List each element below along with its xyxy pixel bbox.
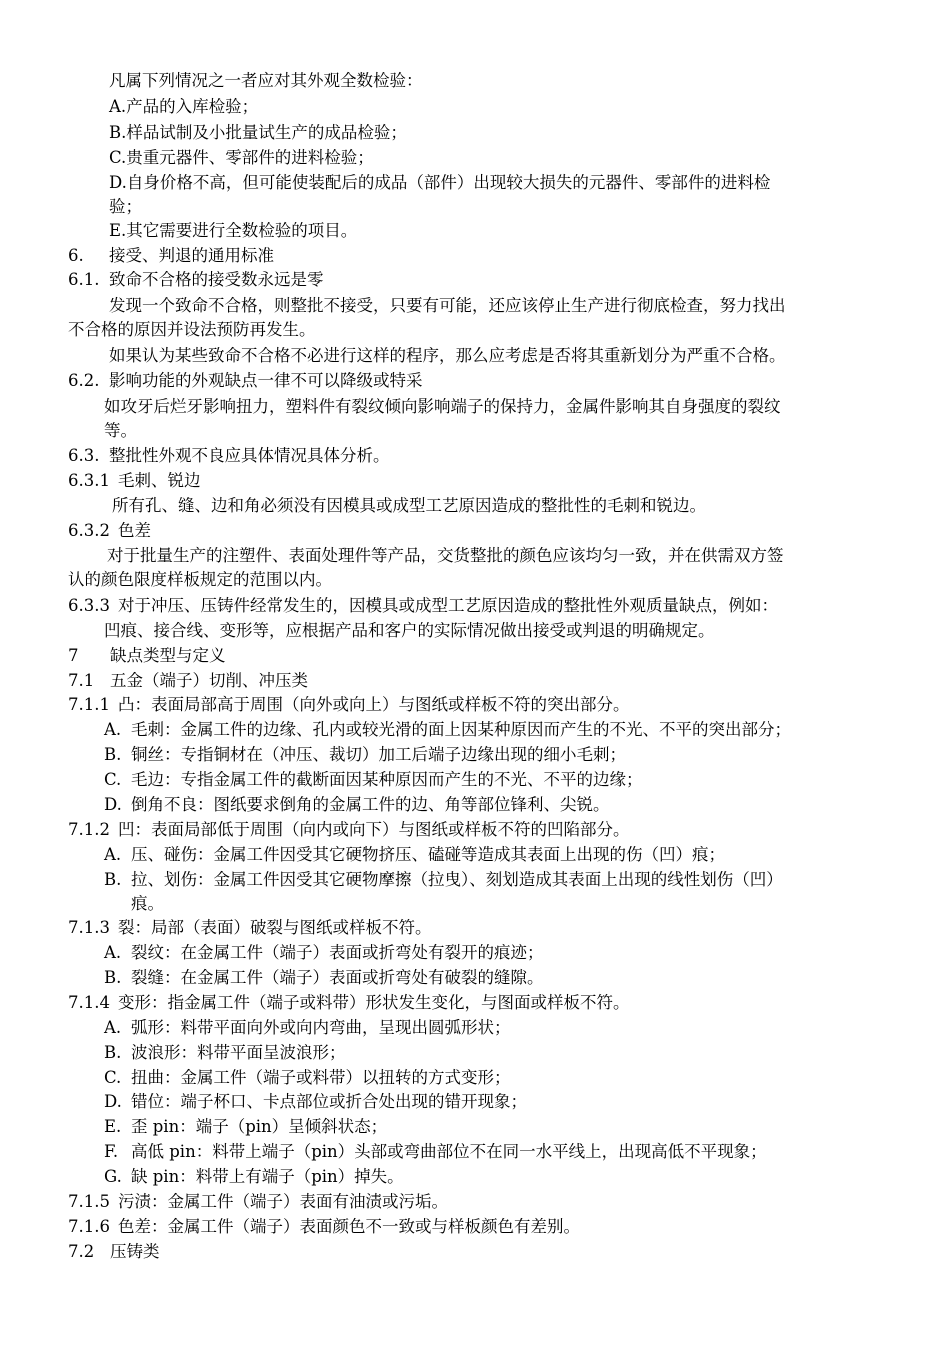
list-item-key: C. xyxy=(104,1068,122,1087)
paragraph-6-1-line3: 如果认为某些致命不合格不必进行这样的程序，那么应考虑是否将其重新划分为严重不合格。 xyxy=(109,346,786,365)
heading-6-3 xyxy=(68,444,768,468)
paragraph-6-3-2-line1: 对于批量生产的注塑件、表面处理件等产品，交货整批的颜色应该均匀一致，并在供需双方签 xyxy=(107,546,784,565)
list-item-text: 弧形：料带平面向外或向内弯曲，呈现出圆弧形状； xyxy=(131,1018,511,1037)
heading-6-3-1 xyxy=(68,469,768,493)
list-item-text: 裂缝：在金属工件（端子）表面或折弯处有破裂的缝隙。 xyxy=(131,968,544,987)
list-item-text: 高低 pin：料带上端子（pin）头部或弯曲部位不在同一水平线上，出现高低不平现象； xyxy=(131,1142,767,1161)
heading-6-1 xyxy=(68,268,768,292)
list-item-text: 裂纹：在金属工件（端子）表面或折弯处有裂开的痕迹； xyxy=(131,943,544,962)
list-item-text: 倒角不良：图纸要求倒角的金属工件的边、角等部位锋利、尖锐。 xyxy=(131,795,610,814)
heading-6-3-2 xyxy=(68,519,768,543)
heading-7-number: 7 xyxy=(68,646,79,665)
heading-6-3-2-number: 6.3.2 xyxy=(68,521,110,540)
paragraph-6-3-1: 所有孔、缝、边和角必须没有因模具或成型工艺原因造成的整批性的毛刺和锐边。 xyxy=(112,496,706,515)
list-item-text: 波浪形：料带平面呈波浪形； xyxy=(131,1043,346,1062)
heading-7-1-1 xyxy=(68,693,868,717)
heading-7-1-1-title: 凸：表面局部高于周围（向外或向上）与图纸或样板不符的突出部分。 xyxy=(118,695,630,714)
heading-7-title: 缺点类型与定义 xyxy=(110,646,226,665)
heading-7-2 xyxy=(68,1240,768,1264)
heading-7-1-number: 7.1 xyxy=(68,671,95,690)
list-item xyxy=(104,768,894,792)
list-item xyxy=(104,1066,894,1090)
heading-7-1-5-title: 污渍：金属工件（端子）表面有油渍或污垢。 xyxy=(118,1192,448,1211)
paragraph-6-2-line2: 等。 xyxy=(104,421,137,440)
heading-6-3-3-title: 对于冲压、压铸件经常发生的，因模具或成型工艺原因造成的整批性外观质量缺点，例如： xyxy=(118,596,778,615)
list-item-key: B. xyxy=(104,1043,122,1062)
heading-6-2-title: 影响功能的外观缺点一律不可以降级或特采 xyxy=(109,371,423,390)
list-item xyxy=(104,1041,894,1065)
list-item-key: C. xyxy=(104,770,122,789)
list-item xyxy=(104,1090,894,1114)
intro-item-e: E.其它需要进行全数检验的项目。 xyxy=(109,221,358,240)
heading-6-1-title: 致命不合格的接受数永远是零 xyxy=(109,270,324,289)
heading-6 xyxy=(68,244,768,268)
heading-6-3-1-title: 毛刺、锐边 xyxy=(118,471,201,490)
list-item-key: B. xyxy=(104,968,122,987)
list-item xyxy=(104,868,894,892)
heading-6-number: 6. xyxy=(68,246,84,265)
paragraph-6-3-2-line2: 认的颜色限度样板规定的范围以内。 xyxy=(68,570,332,589)
heading-7-2-title: 压铸类 xyxy=(110,1242,160,1261)
list-item xyxy=(104,718,894,742)
heading-6-3-3 xyxy=(68,594,888,618)
heading-7-1-6-number: 7.1.6 xyxy=(68,1217,110,1236)
heading-6-3-3-number: 6.3.3 xyxy=(68,596,110,615)
heading-7-1-title: 五金（端子）切削、冲压类 xyxy=(110,671,308,690)
heading-7-1-6-title: 色差：金属工件（端子）表面颜色不一致或与样板颜色有差别。 xyxy=(118,1217,580,1236)
list-item-text: 歪 pin：端子（pin）呈倾斜状态； xyxy=(131,1117,388,1136)
list-item-text: 拉、划伤：金属工件因受其它硬物摩擦（拉曳）、刻划造成其表面上出现的线性划伤（凹） xyxy=(131,870,783,889)
list-item xyxy=(104,1165,894,1189)
list-item-key: E. xyxy=(104,1117,122,1136)
intro-line: 凡属下列情况之一者应对其外观全数检验： xyxy=(109,71,423,90)
paragraph-6-1-line1: 发现一个致命不合格，则整批不接受，只要有可能，还应该停止生产进行彻底检查，努力找出 xyxy=(109,296,786,315)
heading-7-1-5 xyxy=(68,1190,868,1214)
intro-item-b: B.样品试制及小批量试生产的成品检验； xyxy=(109,123,407,142)
list-item-text: 毛刺：金属工件的边缘、孔内或较光滑的面上因某种原因而产生的不光、不平的突出部分； xyxy=(131,720,791,739)
list-item xyxy=(104,743,894,767)
list-item xyxy=(104,941,894,965)
list-item-text: 铜丝：专指铜材在（冲压、裁切）加工后端子边缘出现的细小毛刺； xyxy=(131,745,626,764)
heading-7-1-5-number: 7.1.5 xyxy=(68,1192,110,1211)
list-item-text: 错位：端子杯口、卡点部位或折合处出现的错开现象； xyxy=(131,1092,527,1111)
heading-6-1-number: 6.1. xyxy=(68,270,100,289)
intro-item-d: D.自身价格不高，但可能使装配后的成品（部件）出现较大损失的元器件、零部件的进料检 xyxy=(109,173,771,192)
heading-7-1-1-number: 7.1.1 xyxy=(68,695,110,714)
list-item xyxy=(104,1016,894,1040)
list-item-key: A. xyxy=(104,845,122,864)
heading-7-1-3-number: 7.1.3 xyxy=(68,918,110,937)
list-item xyxy=(104,966,894,990)
heading-7-2-number: 7.2 xyxy=(68,1242,95,1261)
heading-6-3-number: 6.3. xyxy=(68,446,100,465)
paragraph-6-1-line2: 不合格的原因并设法预防再发生。 xyxy=(68,320,316,339)
heading-7-1-6 xyxy=(68,1215,868,1239)
list-item-text: 压、碰伤：金属工件因受其它硬物挤压、磕碰等造成其表面上出现的伤（凹）痕； xyxy=(131,845,725,864)
heading-7-1-4-number: 7.1.4 xyxy=(68,993,110,1012)
heading-7-1-3-title: 裂：局部（表面）破裂与图纸或样板不符。 xyxy=(118,918,432,937)
list-item-key: A. xyxy=(104,1018,122,1037)
list-item xyxy=(104,1115,894,1139)
list-item-continuation: 痕。 xyxy=(131,894,164,913)
heading-7-1-4-title: 变形：指金属工件（端子或料带）形状发生变化，与图面或样板不符。 xyxy=(118,993,630,1012)
heading-7-1-2-title: 凹：表面局部低于周围（向内或向下）与图纸或样板不符的凹陷部分。 xyxy=(118,820,630,839)
list-item-key: A. xyxy=(104,720,122,739)
heading-7-1 xyxy=(68,669,768,693)
heading-6-3-2-title: 色差 xyxy=(118,521,151,540)
list-item xyxy=(104,793,894,817)
list-item-key: A. xyxy=(104,943,122,962)
list-item xyxy=(104,1140,894,1164)
list-item-key: D. xyxy=(104,1092,122,1111)
list-item-text: 缺 pin：料带上有端子（pin）掉失。 xyxy=(131,1167,404,1186)
list-item xyxy=(104,843,894,867)
list-item-key: G. xyxy=(104,1167,122,1186)
heading-6-3-1-number: 6.3.1 xyxy=(68,471,110,490)
list-item-key: B. xyxy=(104,870,122,889)
intro-item-d-cont: 验； xyxy=(109,197,142,216)
heading-7-1-2 xyxy=(68,818,868,842)
heading-7-1-2-number: 7.1.2 xyxy=(68,820,110,839)
heading-7-1-3 xyxy=(68,916,868,940)
heading-7-1-4 xyxy=(68,991,868,1015)
list-item-key: B. xyxy=(104,745,122,764)
paragraph-6-2-line1: 如攻牙后烂牙影响扭力，塑料件有裂纹倾向影响端子的保持力，金属件影响其自身强度的裂纹 xyxy=(104,397,781,416)
intro-item-a: A.产品的入库检验； xyxy=(109,97,259,116)
list-item-text: 毛边：专指金属工件的截断面因某种原因而产生的不光、不平的边缘； xyxy=(131,770,643,789)
heading-6-2 xyxy=(68,369,768,393)
heading-6-3-title: 整批性外观不良应具体情况具体分析。 xyxy=(109,446,390,465)
list-item-text: 扭曲：金属工件（端子或料带）以扭转的方式变形； xyxy=(131,1068,511,1087)
heading-6-title: 接受、判退的通用标准 xyxy=(109,246,274,265)
list-item-key: F. xyxy=(104,1142,119,1161)
list-item-key: D. xyxy=(104,795,122,814)
heading-6-2-number: 6.2. xyxy=(68,371,100,390)
paragraph-6-3-3: 凹痕、接合线、变形等，应根据产品和客户的实际情况做出接受或判退的明确规定。 xyxy=(104,621,715,640)
intro-item-c: C.贵重元器件、零部件的进料检验； xyxy=(109,148,374,167)
heading-7 xyxy=(68,644,768,668)
